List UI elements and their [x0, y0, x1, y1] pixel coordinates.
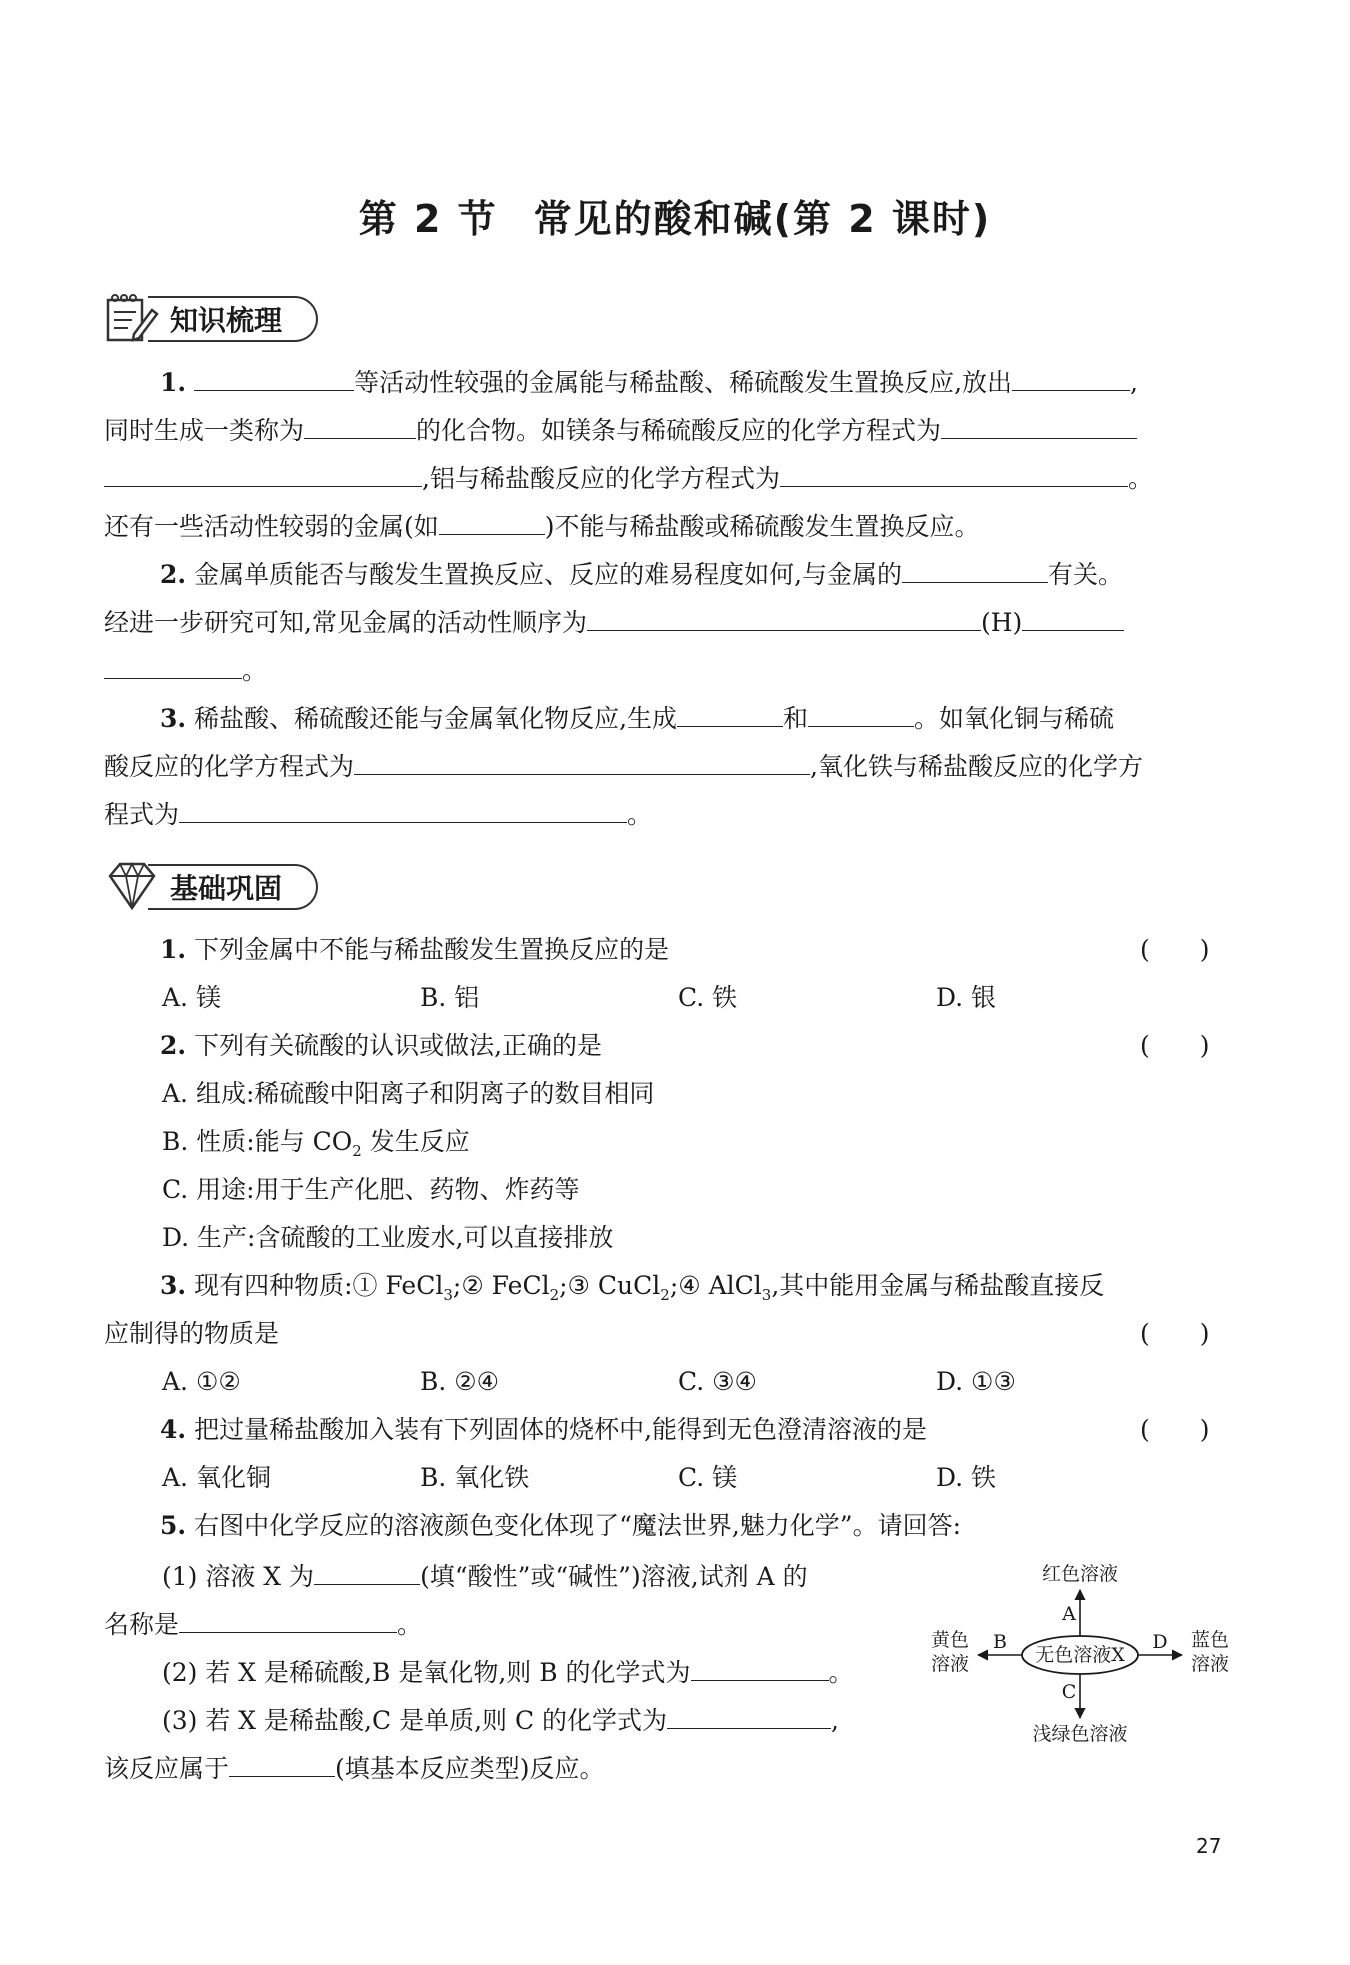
- question-4-option-c[interactable]: C. 镁: [678, 1463, 738, 1492]
- blank[interactable]: [194, 364, 354, 391]
- answer-bracket[interactable]: ( ): [1140, 935, 1210, 964]
- left-solution-label-2: 溶液: [930, 1653, 970, 1675]
- knowledge-1-line-2: 同时生成一类称为 的化合物。如镁条与稀硫酸反应的化学方程式为: [104, 412, 1137, 447]
- blank[interactable]: [902, 556, 1048, 583]
- question-3-option-d[interactable]: D. ①③: [936, 1367, 1016, 1396]
- question-2-stem: 2. 下列有关硫酸的认识或做法,正确的是: [160, 1031, 603, 1060]
- question-3-stem: 3. 现有四种物质:① FeCl$_3$;② FeCl$_2$;③ CuCl$_2$;④ AlCl$_3$,其中能用金属与稀盐酸直接反: [160, 1271, 1105, 1304]
- knowledge-1-line-1: 1. 等活动性较强的金属能与稀盐酸、稀硫酸发生置换反应,放出 ,: [160, 364, 1138, 399]
- knowledge-1-line-4: 还有一些活动性较弱的金属(如 )不能与稀盐酸或稀硫酸发生置换反应。: [104, 508, 980, 543]
- knowledge-3-line-3: 程式为 。: [104, 796, 652, 831]
- question-3-option-a[interactable]: A. ①②: [162, 1367, 241, 1396]
- knowledge-3-line-2: 酸反应的化学方程式为 ,氧化铁与稀盐酸反应的化学方: [104, 748, 1143, 783]
- knowledge-2-line-1: 2. 金属单质能否与酸发生置换反应、反应的难易程度如何,与金属的 有关。: [160, 556, 1123, 591]
- page-number: 27: [1196, 1834, 1222, 1858]
- question-4-option-b[interactable]: B. 氧化铁: [420, 1463, 530, 1492]
- blank[interactable]: [808, 700, 914, 727]
- question-5-part-1: (1) 溶液 X 为 (填“酸性”或“碱性”)溶液,试剂 A 的: [162, 1558, 808, 1593]
- section-number: 第 2 节: [358, 197, 498, 241]
- reagent-c-label: C: [1061, 1681, 1077, 1703]
- question-5-stem: 5. 右图中化学反应的溶液颜色变化体现了“魔法世界,魅力化学”。请回答:: [160, 1511, 961, 1540]
- reaction-diagram: [920, 1560, 1250, 1750]
- question-5-part-3-cont: 该反应属于 (填基本反应类型)反应。: [104, 1750, 605, 1785]
- left-solution-label-1: 黄色: [930, 1629, 970, 1651]
- blank[interactable]: [941, 412, 1137, 439]
- center-solution-label: 无色溶液X: [1035, 1644, 1125, 1666]
- question-1-option-c[interactable]: C. 铁: [678, 983, 738, 1012]
- question-1-option-b[interactable]: B. 铝: [420, 983, 480, 1012]
- blank[interactable]: [104, 460, 422, 487]
- knowledge-2-line-2: 经进一步研究可知,常见金属的活动性顺序为 (H): [104, 604, 1124, 639]
- question-5-part-2: (2) 若 X 是稀硫酸,B 是氧化物,则 B 的化学式为 。: [162, 1654, 854, 1689]
- question-3-option-b[interactable]: B. ②④: [420, 1367, 500, 1396]
- section-title-knowledge: 知识梳理: [148, 296, 318, 342]
- question-4-option-d[interactable]: D. 铁: [936, 1463, 997, 1492]
- question-2-option-d[interactable]: D. 生产:含硫酸的工业废水,可以直接排放: [162, 1223, 614, 1252]
- reagent-d-label: D: [1152, 1631, 1168, 1653]
- question-1-option-d[interactable]: D. 银: [936, 983, 997, 1012]
- question-3-stem-line-2: 应制得的物质是: [104, 1319, 280, 1348]
- reagent-a-label: A: [1062, 1603, 1076, 1625]
- question-2-option-c[interactable]: C. 用途:用于生产化肥、药物、炸药等: [162, 1175, 580, 1204]
- blank[interactable]: [179, 796, 627, 823]
- question-3-option-c[interactable]: C. ③④: [678, 1367, 757, 1396]
- blank[interactable]: [104, 652, 242, 679]
- question-2-option-b[interactable]: B. 性质:能与 $CO_2$ 发生反应: [162, 1127, 470, 1160]
- right-solution-label-1: 蓝色: [1190, 1629, 1230, 1651]
- blank[interactable]: [229, 1750, 335, 1777]
- blank[interactable]: [179, 1606, 397, 1633]
- blank[interactable]: [667, 1702, 831, 1729]
- answer-bracket[interactable]: ( ): [1140, 1031, 1210, 1060]
- blank[interactable]: [314, 1558, 420, 1585]
- answer-bracket[interactable]: ( ): [1140, 1415, 1210, 1444]
- blank[interactable]: [304, 412, 416, 439]
- bottom-solution-label: 浅绿色溶液: [1032, 1723, 1128, 1745]
- section-title-basic: 基础巩固: [148, 864, 318, 910]
- knowledge-2-line-3: 。: [104, 652, 267, 687]
- question-1-stem: 1. 下列金属中不能与稀盐酸发生置换反应的是: [160, 935, 670, 964]
- question-4-option-a[interactable]: A. 氧化铜: [162, 1463, 271, 1492]
- blank[interactable]: [677, 700, 783, 727]
- blank[interactable]: [691, 1654, 829, 1681]
- blank[interactable]: [1022, 604, 1124, 631]
- blank[interactable]: [587, 604, 981, 631]
- section-name: 常见的酸和碱(第 2 课时): [533, 197, 992, 241]
- answer-bracket[interactable]: ( ): [1140, 1319, 1210, 1348]
- knowledge-1-line-3: ,铝与稀盐酸反应的化学方程式为 。: [104, 460, 1153, 495]
- blank[interactable]: [1012, 364, 1130, 391]
- blank[interactable]: [439, 508, 545, 535]
- top-solution-label: 红色溶液: [1041, 1563, 1119, 1585]
- page-title: [0, 188, 1350, 243]
- question-2-option-a[interactable]: A. 组成:稀硫酸中阳离子和阴离子的数目相同: [162, 1079, 655, 1108]
- knowledge-3-line-1: 3. 稀盐酸、稀硫酸还能与金属氧化物反应,生成 和 。如氧化铜与稀硫: [160, 700, 1114, 735]
- question-4-stem: 4. 把过量稀盐酸加入装有下列固体的烧杯中,能得到无色澄清溶液的是: [160, 1415, 928, 1444]
- question-5-part-3: (3) 若 X 是稀盐酸,C 是单质,则 C 的化学式为 ,: [162, 1702, 839, 1737]
- blank[interactable]: [780, 460, 1128, 487]
- question-1-option-a[interactable]: A. 镁: [162, 983, 221, 1012]
- reagent-b-label: B: [993, 1631, 1007, 1653]
- blank[interactable]: [354, 748, 810, 775]
- question-5-part-1-cont: 名称是 。: [104, 1606, 422, 1641]
- right-solution-label-2: 溶液: [1190, 1653, 1230, 1675]
